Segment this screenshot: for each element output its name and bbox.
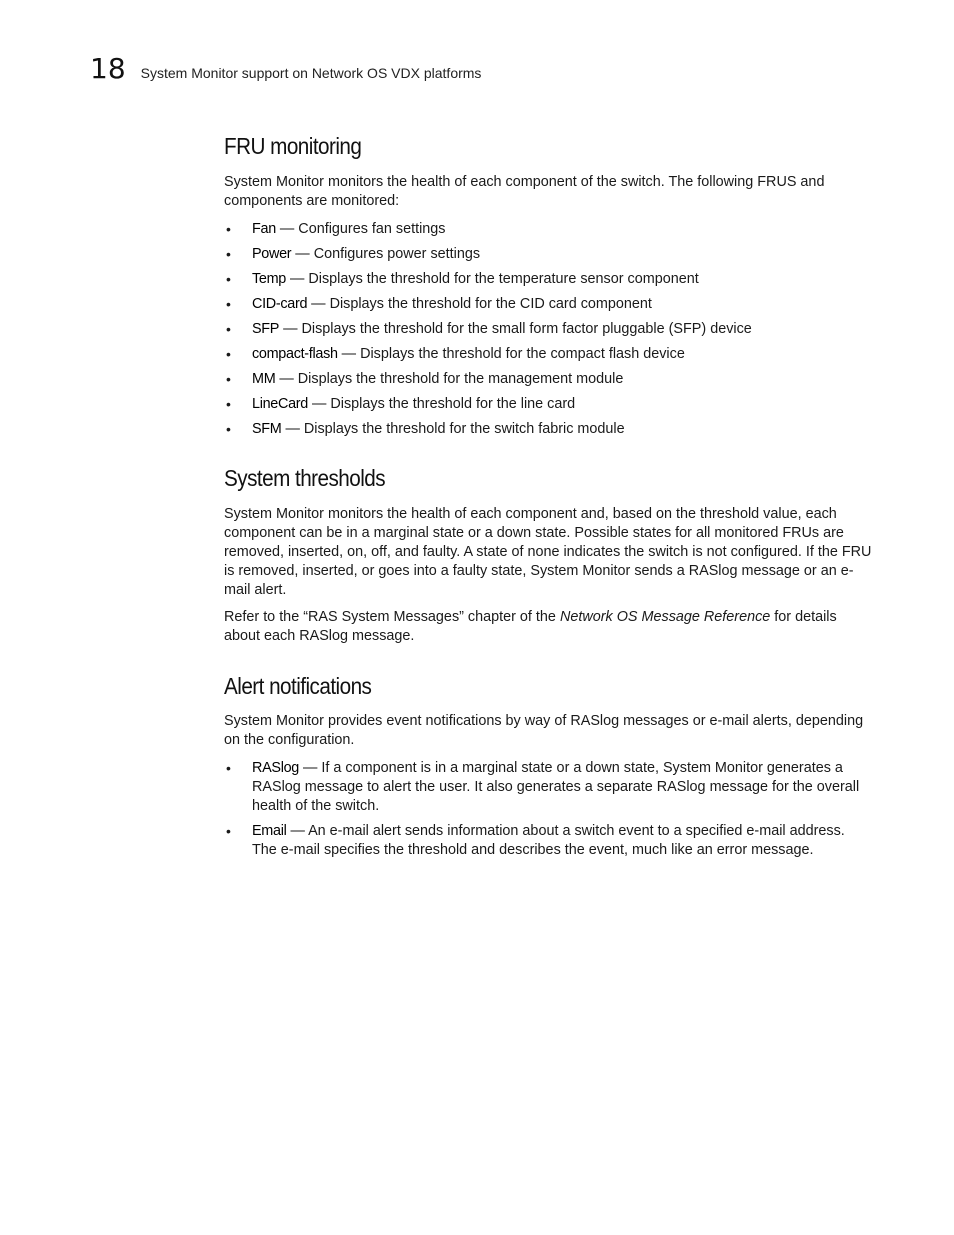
bullet-icon: • bbox=[226, 346, 231, 362]
list-item-desc: Displays the threshold for the small form factor pluggable (SFP) device bbox=[301, 321, 752, 337]
list-item-desc: Displays the threshold for the temperature sensor component bbox=[308, 271, 699, 287]
list-item-term: SFM bbox=[252, 421, 282, 437]
list-item bbox=[224, 220, 872, 239]
page-header bbox=[90, 52, 481, 85]
list-item-desc: An e-mail alert sends information about a switch event to a specified e-mail address. The e-mail specifies the threshold and describes the event, much like an error message. bbox=[252, 823, 845, 858]
bullet-icon: • bbox=[226, 421, 231, 437]
list-item-separator: — bbox=[281, 421, 304, 437]
list-item-term: Fan bbox=[252, 221, 276, 237]
list-item-term: SFP bbox=[252, 321, 280, 337]
bullet-icon: • bbox=[226, 221, 231, 237]
list-item-term: Temp bbox=[252, 271, 286, 287]
list-item-separator: — bbox=[291, 246, 314, 262]
list-item-desc: Displays the threshold for the line card bbox=[330, 396, 576, 412]
list-item-separator: — bbox=[286, 271, 309, 287]
list-item-separator: — bbox=[279, 321, 302, 337]
list-item-desc: Displays the threshold for the compact flash device bbox=[360, 346, 685, 362]
list-item bbox=[224, 320, 872, 339]
list-item bbox=[224, 420, 872, 439]
list-item-separator: — bbox=[275, 371, 298, 387]
bullet-icon: • bbox=[226, 321, 231, 337]
list-item bbox=[224, 345, 872, 364]
chapter-number: 18 bbox=[90, 52, 126, 85]
reference-book-title: Network OS Message Reference bbox=[559, 609, 771, 625]
list-item-separator: — bbox=[308, 396, 331, 412]
list-item bbox=[224, 759, 872, 816]
list-item-separator: — bbox=[286, 823, 309, 839]
bullet-icon: • bbox=[226, 760, 231, 776]
list-item-separator: — bbox=[307, 296, 330, 312]
bullet-icon: • bbox=[226, 396, 231, 412]
list-item-separator: — bbox=[299, 760, 322, 776]
list-item bbox=[224, 822, 872, 860]
heading-system-thresholds: System thresholds bbox=[224, 465, 386, 491]
list-item bbox=[224, 370, 872, 389]
list-item-term: MM bbox=[252, 371, 276, 387]
list-item bbox=[224, 295, 872, 314]
list-item bbox=[224, 270, 872, 289]
list-item-separator: — bbox=[275, 221, 299, 237]
list-item bbox=[224, 395, 872, 414]
alerts-intro: System Monitor provides event notifications by way of RASlog messages or e-mail alerts, depending on the configuration. bbox=[224, 713, 864, 748]
heading-alert-notifications: Alert notifications bbox=[224, 673, 372, 699]
list-item-desc: If a component is in a marginal state or a down state, System Monitor generates a RASlog message to alert the user. It also generates a separate RASlog message for the overall health of the switch. bbox=[252, 760, 860, 814]
bullet-icon: • bbox=[226, 371, 231, 387]
list-item-separator: — bbox=[337, 346, 361, 362]
list-item-desc: Displays the threshold for the switch fabric module bbox=[303, 421, 625, 437]
list-item-desc: Configures power settings bbox=[313, 246, 481, 262]
list-item-term: compact-flash bbox=[252, 346, 338, 362]
list-item-desc: Displays the threshold for the CID card component bbox=[329, 296, 652, 312]
fru-list bbox=[224, 220, 872, 445]
alerts-list bbox=[224, 759, 872, 866]
list-item-term: Email bbox=[252, 823, 287, 839]
bullet-icon: • bbox=[226, 246, 231, 262]
list-item-term: RASlog bbox=[252, 760, 299, 776]
fru-intro: System Monitor monitors the health of each component of the switch. The following FRUS and components are monitored: bbox=[224, 174, 825, 209]
list-item bbox=[224, 245, 872, 264]
list-item-term: Power bbox=[252, 246, 292, 262]
thresholds-para: System Monitor monitors the health of each component and, based on the threshold value, each component can be in a marginal state or a down state. Possible states for all monitored FRUs are removed, inserted, on, off, and faulty. A state of none indicates the switch is not configured. If the FRU is removed, inserted, or goes into a faulty state, System Monitor sends a RASlog message or an e-mail alert. bbox=[224, 506, 872, 598]
reference-text-after: for details about each RASlog message. bbox=[224, 609, 837, 644]
list-item-desc: Configures fan settings bbox=[298, 221, 446, 237]
list-item-desc: Displays the threshold for the management module bbox=[297, 371, 624, 387]
heading-fru-monitoring: FRU monitoring bbox=[224, 133, 362, 159]
thresholds-reference-para bbox=[224, 608, 872, 646]
running-title: System Monitor support on Network OS VDX platforms bbox=[140, 65, 482, 81]
bullet-icon: • bbox=[226, 296, 231, 312]
bullet-icon: • bbox=[226, 271, 231, 287]
list-item-term: CID-card bbox=[252, 296, 308, 312]
reference-text-before: Refer to the “RAS System Messages” chapter of the bbox=[224, 609, 560, 625]
list-item-term: LineCard bbox=[252, 396, 308, 412]
bullet-icon: • bbox=[226, 823, 231, 839]
